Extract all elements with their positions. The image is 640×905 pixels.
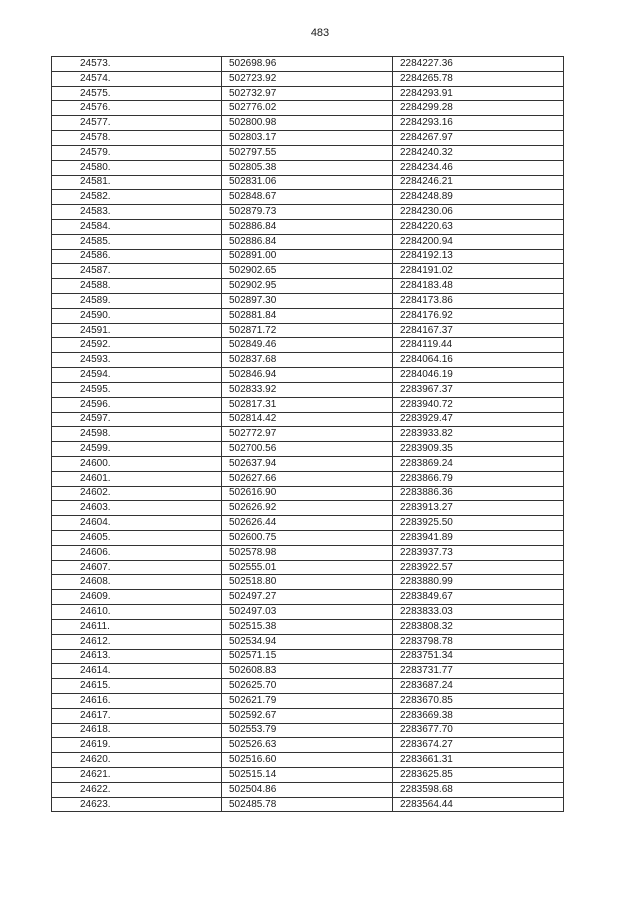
point-number-cell: 24604. xyxy=(52,516,222,531)
point-number-cell: 24610. xyxy=(52,605,222,620)
y-coordinate-cell: 2283625.85 xyxy=(393,768,564,783)
x-coordinate-cell: 502578.98 xyxy=(222,545,393,560)
point-number-cell: 24579. xyxy=(52,145,222,160)
table-row xyxy=(52,797,564,812)
y-coordinate-cell: 2284119.44 xyxy=(393,338,564,353)
y-coordinate-cell: 2283564.44 xyxy=(393,797,564,812)
point-number-cell: 24602. xyxy=(52,486,222,501)
y-coordinate-cell: 2284192.13 xyxy=(393,249,564,264)
x-coordinate-cell: 502723.92 xyxy=(222,71,393,86)
point-number-cell: 24620. xyxy=(52,753,222,768)
point-number-cell: 24581. xyxy=(52,175,222,190)
point-number-cell: 24619. xyxy=(52,738,222,753)
x-coordinate-cell: 502534.94 xyxy=(222,634,393,649)
x-coordinate-cell: 502800.98 xyxy=(222,116,393,131)
point-number-cell: 24598. xyxy=(52,427,222,442)
point-number-cell: 24587. xyxy=(52,264,222,279)
x-coordinate-cell: 502902.95 xyxy=(222,279,393,294)
x-coordinate-cell: 502837.68 xyxy=(222,353,393,368)
table-row xyxy=(52,116,564,131)
table-row xyxy=(52,619,564,634)
point-number-cell: 24622. xyxy=(52,782,222,797)
x-coordinate-cell: 502497.27 xyxy=(222,590,393,605)
table-row xyxy=(52,279,564,294)
table-row xyxy=(52,531,564,546)
y-coordinate-cell: 2284299.28 xyxy=(393,101,564,116)
y-coordinate-cell: 2283933.82 xyxy=(393,427,564,442)
x-coordinate-cell: 502879.73 xyxy=(222,205,393,220)
point-number-cell: 24621. xyxy=(52,768,222,783)
y-coordinate-cell: 2283941.89 xyxy=(393,531,564,546)
table-row xyxy=(52,442,564,457)
point-number-cell: 24608. xyxy=(52,575,222,590)
y-coordinate-cell: 2284220.63 xyxy=(393,219,564,234)
x-coordinate-cell: 502849.46 xyxy=(222,338,393,353)
point-number-cell: 24577. xyxy=(52,116,222,131)
table-row xyxy=(52,412,564,427)
table-row xyxy=(52,545,564,560)
x-coordinate-cell: 502886.84 xyxy=(222,234,393,249)
x-coordinate-cell: 502732.97 xyxy=(222,86,393,101)
x-coordinate-cell: 502805.38 xyxy=(222,160,393,175)
table-row xyxy=(52,753,564,768)
table-row xyxy=(52,782,564,797)
table-row xyxy=(52,486,564,501)
table-row xyxy=(52,71,564,86)
x-coordinate-cell: 502515.14 xyxy=(222,768,393,783)
y-coordinate-cell: 2284293.16 xyxy=(393,116,564,131)
table-row xyxy=(52,708,564,723)
point-number-cell: 24596. xyxy=(52,397,222,412)
x-coordinate-cell: 502600.75 xyxy=(222,531,393,546)
y-coordinate-cell: 2284064.16 xyxy=(393,353,564,368)
x-coordinate-cell: 502817.31 xyxy=(222,397,393,412)
y-coordinate-cell: 2284293.91 xyxy=(393,86,564,101)
x-coordinate-cell: 502891.00 xyxy=(222,249,393,264)
page-number: 483 xyxy=(310,27,330,39)
y-coordinate-cell: 2283661.31 xyxy=(393,753,564,768)
y-coordinate-cell: 2283913.27 xyxy=(393,501,564,516)
y-coordinate-cell: 2283798.78 xyxy=(393,634,564,649)
table-row xyxy=(52,560,564,575)
x-coordinate-cell: 502881.84 xyxy=(222,308,393,323)
x-coordinate-cell: 502553.79 xyxy=(222,723,393,738)
table-row xyxy=(52,501,564,516)
point-number-cell: 24617. xyxy=(52,708,222,723)
table-row xyxy=(52,249,564,264)
y-coordinate-cell: 2284183.48 xyxy=(393,279,564,294)
x-coordinate-cell: 502497.03 xyxy=(222,605,393,620)
y-coordinate-cell: 2283880.99 xyxy=(393,575,564,590)
y-coordinate-cell: 2283967.37 xyxy=(393,382,564,397)
y-coordinate-cell: 2283833.03 xyxy=(393,605,564,620)
y-coordinate-cell: 2284227.36 xyxy=(393,57,564,72)
point-number-cell: 24599. xyxy=(52,442,222,457)
table-row xyxy=(52,605,564,620)
point-number-cell: 24611. xyxy=(52,619,222,634)
x-coordinate-cell: 502485.78 xyxy=(222,797,393,812)
point-number-cell: 24618. xyxy=(52,723,222,738)
point-number-cell: 24623. xyxy=(52,797,222,812)
coordinates-table xyxy=(51,56,564,812)
table-row xyxy=(52,190,564,205)
point-number-cell: 24603. xyxy=(52,501,222,516)
x-coordinate-cell: 502571.15 xyxy=(222,649,393,664)
y-coordinate-cell: 2283731.77 xyxy=(393,664,564,679)
x-coordinate-cell: 502637.94 xyxy=(222,456,393,471)
point-number-cell: 24576. xyxy=(52,101,222,116)
table-row xyxy=(52,160,564,175)
table-row xyxy=(52,219,564,234)
x-coordinate-cell: 502848.67 xyxy=(222,190,393,205)
y-coordinate-cell: 2284046.19 xyxy=(393,368,564,383)
x-coordinate-cell: 502886.84 xyxy=(222,219,393,234)
table-row xyxy=(52,664,564,679)
x-coordinate-cell: 502592.67 xyxy=(222,708,393,723)
point-number-cell: 24605. xyxy=(52,531,222,546)
y-coordinate-cell: 2283929.47 xyxy=(393,412,564,427)
table-row xyxy=(52,738,564,753)
point-number-cell: 24615. xyxy=(52,679,222,694)
point-number-cell: 24573. xyxy=(52,57,222,72)
point-number-cell: 24606. xyxy=(52,545,222,560)
y-coordinate-cell: 2284246.21 xyxy=(393,175,564,190)
y-coordinate-cell: 2283670.85 xyxy=(393,693,564,708)
x-coordinate-cell: 502626.44 xyxy=(222,516,393,531)
point-number-cell: 24613. xyxy=(52,649,222,664)
y-coordinate-cell: 2283937.73 xyxy=(393,545,564,560)
y-coordinate-cell: 2283751.34 xyxy=(393,649,564,664)
y-coordinate-cell: 2283598.68 xyxy=(393,782,564,797)
y-coordinate-cell: 2284234.46 xyxy=(393,160,564,175)
point-number-cell: 24590. xyxy=(52,308,222,323)
point-number-cell: 24612. xyxy=(52,634,222,649)
table-row xyxy=(52,294,564,309)
y-coordinate-cell: 2283808.32 xyxy=(393,619,564,634)
table-row xyxy=(52,175,564,190)
table-row xyxy=(52,590,564,605)
coordinates-table-body xyxy=(52,57,564,812)
x-coordinate-cell: 502833.92 xyxy=(222,382,393,397)
y-coordinate-cell: 2284240.32 xyxy=(393,145,564,160)
y-coordinate-cell: 2283674.27 xyxy=(393,738,564,753)
table-row xyxy=(52,693,564,708)
x-coordinate-cell: 502515.38 xyxy=(222,619,393,634)
x-coordinate-cell: 502504.86 xyxy=(222,782,393,797)
table-row xyxy=(52,397,564,412)
point-number-cell: 24601. xyxy=(52,471,222,486)
point-number-cell: 24575. xyxy=(52,86,222,101)
y-coordinate-cell: 2283940.72 xyxy=(393,397,564,412)
table-row xyxy=(52,456,564,471)
point-number-cell: 24574. xyxy=(52,71,222,86)
point-number-cell: 24585. xyxy=(52,234,222,249)
y-coordinate-cell: 2283886.36 xyxy=(393,486,564,501)
table-row xyxy=(52,679,564,694)
point-number-cell: 24578. xyxy=(52,131,222,146)
x-coordinate-cell: 502518.80 xyxy=(222,575,393,590)
y-coordinate-cell: 2284191.02 xyxy=(393,264,564,279)
y-coordinate-cell: 2283687.24 xyxy=(393,679,564,694)
point-number-cell: 24593. xyxy=(52,353,222,368)
table-row xyxy=(52,427,564,442)
table-row xyxy=(52,575,564,590)
table-row xyxy=(52,353,564,368)
point-number-cell: 24584. xyxy=(52,219,222,234)
table-row xyxy=(52,768,564,783)
point-number-cell: 24588. xyxy=(52,279,222,294)
y-coordinate-cell: 2284230.06 xyxy=(393,205,564,220)
y-coordinate-cell: 2283922.57 xyxy=(393,560,564,575)
x-coordinate-cell: 502608.83 xyxy=(222,664,393,679)
x-coordinate-cell: 502871.72 xyxy=(222,323,393,338)
table-row xyxy=(52,323,564,338)
y-coordinate-cell: 2284200.94 xyxy=(393,234,564,249)
point-number-cell: 24600. xyxy=(52,456,222,471)
table-row xyxy=(52,101,564,116)
x-coordinate-cell: 502516.60 xyxy=(222,753,393,768)
point-number-cell: 24616. xyxy=(52,693,222,708)
x-coordinate-cell: 502555.01 xyxy=(222,560,393,575)
y-coordinate-cell: 2284265.78 xyxy=(393,71,564,86)
table-row xyxy=(52,145,564,160)
point-number-cell: 24582. xyxy=(52,190,222,205)
point-number-cell: 24592. xyxy=(52,338,222,353)
x-coordinate-cell: 502625.70 xyxy=(222,679,393,694)
y-coordinate-cell: 2283925.50 xyxy=(393,516,564,531)
table-row xyxy=(52,516,564,531)
x-coordinate-cell: 502698.96 xyxy=(222,57,393,72)
x-coordinate-cell: 502902.65 xyxy=(222,264,393,279)
table-row xyxy=(52,86,564,101)
table-row xyxy=(52,382,564,397)
point-number-cell: 24597. xyxy=(52,412,222,427)
y-coordinate-cell: 2283669.38 xyxy=(393,708,564,723)
table-row xyxy=(52,205,564,220)
x-coordinate-cell: 502626.92 xyxy=(222,501,393,516)
point-number-cell: 24586. xyxy=(52,249,222,264)
table-row xyxy=(52,234,564,249)
point-number-cell: 24607. xyxy=(52,560,222,575)
y-coordinate-cell: 2284248.89 xyxy=(393,190,564,205)
x-coordinate-cell: 502616.90 xyxy=(222,486,393,501)
x-coordinate-cell: 502627.66 xyxy=(222,471,393,486)
table-row xyxy=(52,338,564,353)
x-coordinate-cell: 502814.42 xyxy=(222,412,393,427)
x-coordinate-cell: 502897.30 xyxy=(222,294,393,309)
x-coordinate-cell: 502621.79 xyxy=(222,693,393,708)
x-coordinate-cell: 502831.06 xyxy=(222,175,393,190)
table-row xyxy=(52,57,564,72)
table-row xyxy=(52,634,564,649)
y-coordinate-cell: 2283869.24 xyxy=(393,456,564,471)
point-number-cell: 24583. xyxy=(52,205,222,220)
point-number-cell: 24580. xyxy=(52,160,222,175)
y-coordinate-cell: 2283849.67 xyxy=(393,590,564,605)
y-coordinate-cell: 2284167.37 xyxy=(393,323,564,338)
table-row xyxy=(52,649,564,664)
x-coordinate-cell: 502700.56 xyxy=(222,442,393,457)
x-coordinate-cell: 502526.63 xyxy=(222,738,393,753)
x-coordinate-cell: 502776.02 xyxy=(222,101,393,116)
point-number-cell: 24594. xyxy=(52,368,222,383)
table-row xyxy=(52,471,564,486)
point-number-cell: 24614. xyxy=(52,664,222,679)
y-coordinate-cell: 2283677.70 xyxy=(393,723,564,738)
x-coordinate-cell: 502772.97 xyxy=(222,427,393,442)
point-number-cell: 24589. xyxy=(52,294,222,309)
x-coordinate-cell: 502797.55 xyxy=(222,145,393,160)
y-coordinate-cell: 2283909.35 xyxy=(393,442,564,457)
y-coordinate-cell: 2284267.97 xyxy=(393,131,564,146)
table-row xyxy=(52,723,564,738)
y-coordinate-cell: 2283866.79 xyxy=(393,471,564,486)
y-coordinate-cell: 2284173.86 xyxy=(393,294,564,309)
point-number-cell: 24591. xyxy=(52,323,222,338)
table-row xyxy=(52,308,564,323)
x-coordinate-cell: 502803.17 xyxy=(222,131,393,146)
point-number-cell: 24609. xyxy=(52,590,222,605)
x-coordinate-cell: 502846.94 xyxy=(222,368,393,383)
table-row xyxy=(52,368,564,383)
table-row xyxy=(52,131,564,146)
point-number-cell: 24595. xyxy=(52,382,222,397)
table-row xyxy=(52,264,564,279)
y-coordinate-cell: 2284176.92 xyxy=(393,308,564,323)
